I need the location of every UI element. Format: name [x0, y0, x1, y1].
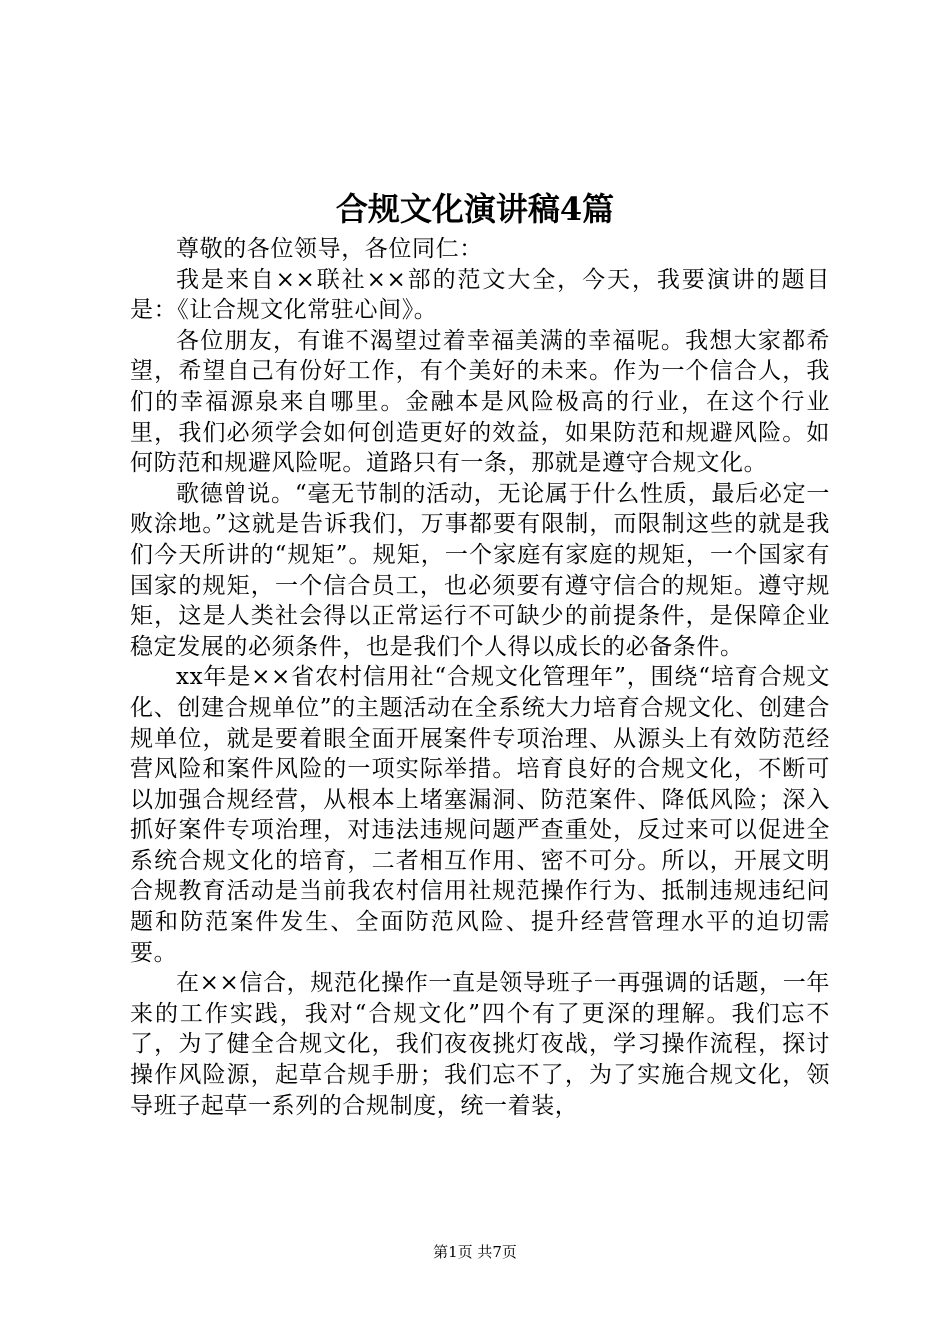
page-number-footer: 第1页 共7页: [433, 1243, 517, 1261]
paragraph-introduction: 我是来自××联社××部的范文大全，今天，我要演讲的题目是：《让合规文化常驻心间》。: [130, 266, 830, 324]
paragraph-salutation: 尊敬的各位领导，各位同仁：: [176, 236, 483, 262]
paragraph-compliance-year: xx年是××省农村信用社“合规文化管理年”，围绕“培育合规文化、创建合规单位”的主题活动在全系统大力培育合规文化、创建合规单位，就是要着眼全面开展案件专项治理、从源头上有效防范经营风险和案件风险的一项实际举措。培育良好的合规文化，不断可以加强合规经营，从根本上堵塞漏洞、防范案件、降低风险；深入抓好案件专项治理，对违法违规问题严查重处，反过来可以促进全系统合规文化的培育，二者相互作用、密不可分。所以，开展文明合规教育活动是当前我农村信用社规范操作行为、抵制违规违纪问题和防范案件发生、全面防范风险、提升经营管理水平的迫切需要。: [130, 664, 830, 966]
paragraph-happiness: 各位朋友，有谁不渴望过着幸福美满的幸福呢。我想大家都希望，希望自己有份好工作，有个美好的未来。作为一个信合人，我们的幸福源泉来自哪里。金融本是风险极高的行业，在这个行业里，我们必须学会如何创造更好的效益，如果防范和规避风险。如何防范和规避风险呢。道路只有一条，那就是遵守合规文化。: [130, 327, 830, 477]
paragraph-goethe-rules: 歌德曾说。“毫无节制的活动，无论属于什么性质，最后必定一败涂地。”这就是告诉我们，万事都要有限制，而限制这些的就是我们今天所讲的“规矩”。规矩，一个家庭有家庭的规矩，一个国家有国家的规矩，一个信合员工，也必须要有遵守信合的规矩。遵守规矩，这是人类社会得以正常运行不可缺少的前提条件，是保障企业稳定发展的必须条件，也是我们个人得以成长的必备条件。: [130, 480, 830, 660]
document-body: [130, 234, 830, 1121]
document-title: 合规文化演讲稿4篇: [335, 190, 615, 228]
paragraph-standardized-operation: 在××信合，规范化操作一直是领导班子一再强调的话题，一年来的工作实践，我对“合规文化”四个有了更深的理解。我们忘不了，为了健全合规文化，我们夜夜挑灯夜战，学习操作流程，探讨操作风险源，起草合规手册；我们忘不了，为了实施合规文化，领导班子起草一系列的合规制度，统一着装，: [130, 970, 830, 1119]
